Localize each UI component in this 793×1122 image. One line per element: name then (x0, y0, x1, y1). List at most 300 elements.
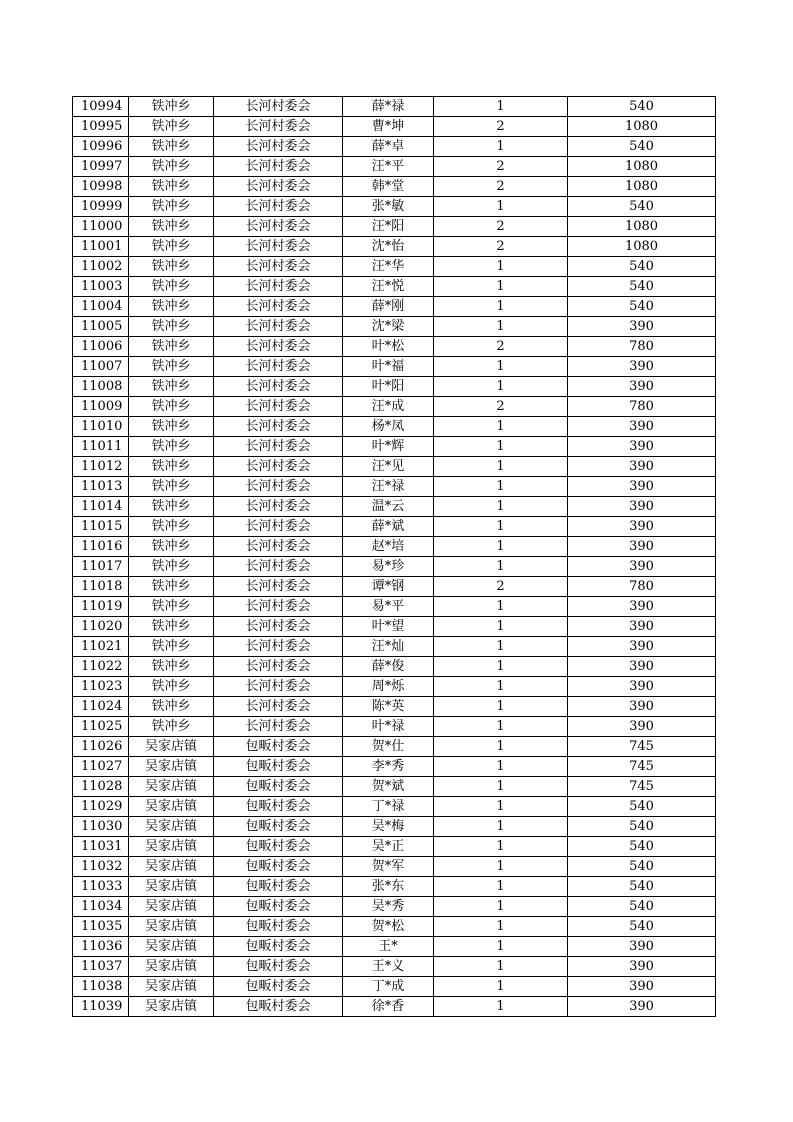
township-cell: 铁冲乡 (129, 537, 214, 557)
amount-cell: 1080 (568, 117, 716, 137)
household-count-cell: 2 (434, 217, 568, 237)
amount-cell: 390 (568, 457, 716, 477)
record-number-cell: 11038 (73, 977, 129, 997)
amount-cell: 390 (568, 537, 716, 557)
amount-cell: 390 (568, 957, 716, 977)
village-committee-cell: 包畈村委会 (214, 937, 343, 957)
township-cell: 铁冲乡 (129, 717, 214, 737)
table-row (73, 177, 716, 197)
amount-cell: 540 (568, 97, 716, 117)
township-cell: 铁冲乡 (129, 117, 214, 137)
township-cell: 铁冲乡 (129, 97, 214, 117)
village-committee-cell: 包畈村委会 (214, 777, 343, 797)
household-count-cell: 2 (434, 337, 568, 357)
record-number-cell: 11023 (73, 677, 129, 697)
township-cell: 铁冲乡 (129, 677, 214, 697)
table-row (73, 397, 716, 417)
table-row (73, 117, 716, 137)
table-row (73, 277, 716, 297)
household-count-cell: 1 (434, 677, 568, 697)
village-committee-cell: 包畈村委会 (214, 977, 343, 997)
table-row (73, 457, 716, 477)
amount-cell: 540 (568, 797, 716, 817)
amount-cell: 390 (568, 357, 716, 377)
person-name-cell: 汪*平 (343, 157, 434, 177)
record-number-cell: 11018 (73, 577, 129, 597)
record-number-cell: 11032 (73, 857, 129, 877)
village-committee-cell: 长河村委会 (214, 437, 343, 457)
record-number-cell: 10994 (73, 97, 129, 117)
amount-cell: 780 (568, 397, 716, 417)
township-cell: 吴家店镇 (129, 777, 214, 797)
table-row (73, 477, 716, 497)
village-committee-cell: 长河村委会 (214, 517, 343, 537)
table-row (73, 157, 716, 177)
table-row (73, 897, 716, 917)
record-number-cell: 11001 (73, 237, 129, 257)
record-number-cell: 11024 (73, 697, 129, 717)
village-committee-cell: 包畈村委会 (214, 797, 343, 817)
person-name-cell: 李*秀 (343, 757, 434, 777)
person-name-cell: 丁*成 (343, 977, 434, 997)
table-row (73, 137, 716, 157)
township-cell: 铁冲乡 (129, 317, 214, 337)
village-committee-cell: 长河村委会 (214, 377, 343, 397)
household-count-cell: 2 (434, 397, 568, 417)
record-number-cell: 11020 (73, 617, 129, 637)
record-number-cell: 11013 (73, 477, 129, 497)
household-count-cell: 1 (434, 477, 568, 497)
person-name-cell: 易*平 (343, 597, 434, 617)
record-number-cell: 11000 (73, 217, 129, 237)
record-number-cell: 11014 (73, 497, 129, 517)
village-committee-cell: 长河村委会 (214, 137, 343, 157)
household-count-cell: 1 (434, 857, 568, 877)
amount-cell: 390 (568, 717, 716, 737)
record-number-cell: 11004 (73, 297, 129, 317)
person-name-cell: 贺*仕 (343, 737, 434, 757)
township-cell: 铁冲乡 (129, 697, 214, 717)
person-name-cell: 徐*香 (343, 997, 434, 1017)
table-row (73, 817, 716, 837)
person-name-cell: 王* (343, 937, 434, 957)
record-number-cell: 11027 (73, 757, 129, 777)
township-cell: 铁冲乡 (129, 197, 214, 217)
township-cell: 铁冲乡 (129, 657, 214, 677)
household-count-cell: 1 (434, 437, 568, 457)
record-number-cell: 11011 (73, 437, 129, 457)
household-count-cell: 1 (434, 197, 568, 217)
person-name-cell: 杨*凤 (343, 417, 434, 437)
village-committee-cell: 长河村委会 (214, 597, 343, 617)
person-name-cell: 汪*悦 (343, 277, 434, 297)
amount-cell: 390 (568, 937, 716, 957)
amount-cell: 540 (568, 817, 716, 837)
village-committee-cell: 长河村委会 (214, 97, 343, 117)
household-count-cell: 1 (434, 357, 568, 377)
amount-cell: 540 (568, 277, 716, 297)
village-committee-cell: 长河村委会 (214, 237, 343, 257)
village-committee-cell: 长河村委会 (214, 177, 343, 197)
amount-cell: 390 (568, 997, 716, 1017)
table-row (73, 597, 716, 617)
household-count-cell: 1 (434, 997, 568, 1017)
household-count-cell: 1 (434, 597, 568, 617)
amount-cell: 745 (568, 737, 716, 757)
household-count-cell: 1 (434, 797, 568, 817)
person-name-cell: 沈*梁 (343, 317, 434, 337)
amount-cell: 745 (568, 777, 716, 797)
table-row (73, 97, 716, 117)
record-number-cell: 11025 (73, 717, 129, 737)
village-committee-cell: 长河村委会 (214, 457, 343, 477)
table-row (73, 317, 716, 337)
table-row (73, 497, 716, 517)
table-row (73, 257, 716, 277)
amount-cell: 390 (568, 657, 716, 677)
table-row (73, 437, 716, 457)
household-count-cell: 1 (434, 517, 568, 537)
record-number-cell: 11026 (73, 737, 129, 757)
person-name-cell: 周*烁 (343, 677, 434, 697)
amount-cell: 540 (568, 197, 716, 217)
household-count-cell: 1 (434, 657, 568, 677)
record-number-cell: 11016 (73, 537, 129, 557)
table-row (73, 577, 716, 597)
village-committee-cell: 长河村委会 (214, 617, 343, 637)
village-committee-cell: 包畈村委会 (214, 757, 343, 777)
person-name-cell: 韩*堂 (343, 177, 434, 197)
person-name-cell: 汪*灿 (343, 637, 434, 657)
village-committee-cell: 长河村委会 (214, 577, 343, 597)
table-row (73, 637, 716, 657)
person-name-cell: 薛*俊 (343, 657, 434, 677)
table-row (73, 297, 716, 317)
person-name-cell: 贺*军 (343, 857, 434, 877)
person-name-cell: 叶*望 (343, 617, 434, 637)
township-cell: 铁冲乡 (129, 377, 214, 397)
amount-cell: 390 (568, 597, 716, 617)
amount-cell: 1080 (568, 157, 716, 177)
table-row (73, 517, 716, 537)
amount-cell: 540 (568, 297, 716, 317)
record-number-cell: 11012 (73, 457, 129, 477)
village-committee-cell: 长河村委会 (214, 497, 343, 517)
township-cell: 吴家店镇 (129, 877, 214, 897)
village-committee-cell: 包畈村委会 (214, 897, 343, 917)
village-committee-cell: 长河村委会 (214, 217, 343, 237)
village-committee-cell: 包畈村委会 (214, 737, 343, 757)
person-name-cell: 贺*松 (343, 917, 434, 937)
table-row (73, 337, 716, 357)
household-count-cell: 1 (434, 637, 568, 657)
person-name-cell: 曹*坤 (343, 117, 434, 137)
township-cell: 吴家店镇 (129, 817, 214, 837)
household-count-cell: 1 (434, 717, 568, 737)
village-committee-cell: 长河村委会 (214, 477, 343, 497)
person-name-cell: 王*义 (343, 957, 434, 977)
person-name-cell: 汪*见 (343, 457, 434, 477)
village-committee-cell: 包畈村委会 (214, 837, 343, 857)
village-committee-cell: 长河村委会 (214, 657, 343, 677)
household-count-cell: 2 (434, 117, 568, 137)
table-row (73, 957, 716, 977)
record-number-cell: 11017 (73, 557, 129, 577)
record-number-cell: 10995 (73, 117, 129, 137)
village-committee-cell: 长河村委会 (214, 317, 343, 337)
amount-cell: 1080 (568, 177, 716, 197)
village-committee-cell: 长河村委会 (214, 397, 343, 417)
table-row (73, 777, 716, 797)
amount-cell: 390 (568, 557, 716, 577)
amount-cell: 390 (568, 617, 716, 637)
village-committee-cell: 长河村委会 (214, 337, 343, 357)
table-row (73, 757, 716, 777)
person-name-cell: 薛*刚 (343, 297, 434, 317)
village-committee-cell: 长河村委会 (214, 117, 343, 137)
record-number-cell: 11031 (73, 837, 129, 857)
record-number-cell: 11002 (73, 257, 129, 277)
household-count-cell: 1 (434, 257, 568, 277)
village-committee-cell: 包畈村委会 (214, 877, 343, 897)
person-name-cell: 薛*禄 (343, 97, 434, 117)
village-committee-cell: 长河村委会 (214, 677, 343, 697)
township-cell: 铁冲乡 (129, 557, 214, 577)
amount-cell: 540 (568, 257, 716, 277)
person-name-cell: 吴*梅 (343, 817, 434, 837)
household-count-cell: 1 (434, 297, 568, 317)
amount-cell: 540 (568, 857, 716, 877)
household-count-cell: 2 (434, 237, 568, 257)
village-committee-cell: 长河村委会 (214, 197, 343, 217)
table-row (73, 977, 716, 997)
table-row (73, 357, 716, 377)
township-cell: 吴家店镇 (129, 797, 214, 817)
household-count-cell: 2 (434, 177, 568, 197)
village-committee-cell: 长河村委会 (214, 277, 343, 297)
person-name-cell: 谭*钢 (343, 577, 434, 597)
record-number-cell: 10999 (73, 197, 129, 217)
table-row (73, 417, 716, 437)
household-count-cell: 1 (434, 97, 568, 117)
person-name-cell: 陈*英 (343, 697, 434, 717)
township-cell: 铁冲乡 (129, 277, 214, 297)
table-row (73, 617, 716, 637)
amount-cell: 390 (568, 697, 716, 717)
township-cell: 铁冲乡 (129, 357, 214, 377)
table-row (73, 937, 716, 957)
amount-cell: 540 (568, 837, 716, 857)
household-count-cell: 1 (434, 537, 568, 557)
household-count-cell: 1 (434, 897, 568, 917)
township-cell: 铁冲乡 (129, 477, 214, 497)
record-number-cell: 11010 (73, 417, 129, 437)
household-count-cell: 1 (434, 917, 568, 937)
township-cell: 铁冲乡 (129, 157, 214, 177)
person-name-cell: 薛*斌 (343, 517, 434, 537)
person-name-cell: 汪*成 (343, 397, 434, 417)
record-number-cell: 11015 (73, 517, 129, 537)
household-count-cell: 1 (434, 737, 568, 757)
table-row (73, 857, 716, 877)
township-cell: 铁冲乡 (129, 417, 214, 437)
person-name-cell: 吴*正 (343, 837, 434, 857)
township-cell: 铁冲乡 (129, 457, 214, 477)
amount-cell: 1080 (568, 237, 716, 257)
amount-cell: 390 (568, 317, 716, 337)
township-cell: 铁冲乡 (129, 337, 214, 357)
table-row (73, 997, 716, 1017)
household-count-cell: 1 (434, 457, 568, 477)
record-number-cell: 10998 (73, 177, 129, 197)
household-count-cell: 1 (434, 557, 568, 577)
village-committee-cell: 包畈村委会 (214, 917, 343, 937)
township-cell: 铁冲乡 (129, 577, 214, 597)
household-count-cell: 2 (434, 157, 568, 177)
township-cell: 铁冲乡 (129, 137, 214, 157)
household-count-cell: 1 (434, 937, 568, 957)
township-cell: 铁冲乡 (129, 497, 214, 517)
township-cell: 铁冲乡 (129, 637, 214, 657)
township-cell: 吴家店镇 (129, 857, 214, 877)
village-committee-cell: 长河村委会 (214, 717, 343, 737)
table-row (73, 217, 716, 237)
person-name-cell: 汪*阳 (343, 217, 434, 237)
household-count-cell: 1 (434, 777, 568, 797)
township-cell: 吴家店镇 (129, 737, 214, 757)
household-count-cell: 1 (434, 277, 568, 297)
household-count-cell: 1 (434, 377, 568, 397)
household-count-cell: 1 (434, 957, 568, 977)
person-name-cell: 张*敏 (343, 197, 434, 217)
township-cell: 吴家店镇 (129, 757, 214, 777)
person-name-cell: 沈*怡 (343, 237, 434, 257)
household-count-cell: 1 (434, 877, 568, 897)
record-number-cell: 11009 (73, 397, 129, 417)
person-name-cell: 温*云 (343, 497, 434, 517)
person-name-cell: 易*珍 (343, 557, 434, 577)
village-committee-cell: 包畈村委会 (214, 817, 343, 837)
record-number-cell: 11037 (73, 957, 129, 977)
record-number-cell: 11039 (73, 997, 129, 1017)
person-name-cell: 叶*禄 (343, 717, 434, 737)
person-name-cell: 薛*卓 (343, 137, 434, 157)
record-number-cell: 11006 (73, 337, 129, 357)
village-committee-cell: 长河村委会 (214, 417, 343, 437)
township-cell: 铁冲乡 (129, 217, 214, 237)
table-row (73, 677, 716, 697)
township-cell: 铁冲乡 (129, 237, 214, 257)
household-count-cell: 1 (434, 757, 568, 777)
amount-cell: 390 (568, 497, 716, 517)
household-count-cell: 1 (434, 137, 568, 157)
township-cell: 铁冲乡 (129, 437, 214, 457)
amount-cell: 390 (568, 977, 716, 997)
person-name-cell: 汪*华 (343, 257, 434, 277)
record-number-cell: 11022 (73, 657, 129, 677)
village-committee-cell: 长河村委会 (214, 697, 343, 717)
person-name-cell: 叶*辉 (343, 437, 434, 457)
amount-cell: 390 (568, 677, 716, 697)
amount-cell: 390 (568, 637, 716, 657)
person-name-cell: 汪*禄 (343, 477, 434, 497)
amount-cell: 1080 (568, 217, 716, 237)
amount-cell: 540 (568, 897, 716, 917)
person-name-cell: 叶*福 (343, 357, 434, 377)
village-committee-cell: 长河村委会 (214, 157, 343, 177)
amount-cell: 540 (568, 137, 716, 157)
household-count-cell: 1 (434, 497, 568, 517)
amount-cell: 390 (568, 437, 716, 457)
village-committee-cell: 长河村委会 (214, 637, 343, 657)
township-cell: 铁冲乡 (129, 177, 214, 197)
amount-cell: 780 (568, 577, 716, 597)
record-number-cell: 11007 (73, 357, 129, 377)
table-row (73, 537, 716, 557)
township-cell: 铁冲乡 (129, 617, 214, 637)
township-cell: 铁冲乡 (129, 517, 214, 537)
person-name-cell: 叶*阳 (343, 377, 434, 397)
village-committee-cell: 长河村委会 (214, 297, 343, 317)
person-name-cell: 贺*斌 (343, 777, 434, 797)
table-row (73, 717, 716, 737)
amount-cell: 540 (568, 917, 716, 937)
table-row (73, 797, 716, 817)
person-name-cell: 张*东 (343, 877, 434, 897)
person-name-cell: 丁*禄 (343, 797, 434, 817)
person-name-cell: 叶*松 (343, 337, 434, 357)
table-row (73, 557, 716, 577)
household-count-cell: 1 (434, 317, 568, 337)
table-row (73, 657, 716, 677)
record-number-cell: 11008 (73, 377, 129, 397)
record-number-cell: 11036 (73, 937, 129, 957)
village-committee-cell: 包畈村委会 (214, 997, 343, 1017)
township-cell: 铁冲乡 (129, 257, 214, 277)
person-name-cell: 赵*培 (343, 537, 434, 557)
household-count-cell: 1 (434, 617, 568, 637)
amount-cell: 390 (568, 477, 716, 497)
amount-cell: 390 (568, 377, 716, 397)
record-number-cell: 11033 (73, 877, 129, 897)
data-table (72, 96, 716, 1017)
record-number-cell: 11019 (73, 597, 129, 617)
table-row (73, 237, 716, 257)
household-count-cell: 1 (434, 977, 568, 997)
township-cell: 吴家店镇 (129, 957, 214, 977)
record-number-cell: 11005 (73, 317, 129, 337)
person-name-cell: 吴*秀 (343, 897, 434, 917)
township-cell: 吴家店镇 (129, 897, 214, 917)
table-body (73, 97, 716, 1017)
household-count-cell: 1 (434, 837, 568, 857)
table-row (73, 697, 716, 717)
amount-cell: 390 (568, 417, 716, 437)
household-count-cell: 1 (434, 697, 568, 717)
record-number-cell: 11021 (73, 637, 129, 657)
record-number-cell: 10997 (73, 157, 129, 177)
record-number-cell: 11034 (73, 897, 129, 917)
village-committee-cell: 长河村委会 (214, 257, 343, 277)
table-row (73, 877, 716, 897)
village-committee-cell: 长河村委会 (214, 357, 343, 377)
township-cell: 吴家店镇 (129, 977, 214, 997)
village-committee-cell: 长河村委会 (214, 557, 343, 577)
township-cell: 铁冲乡 (129, 297, 214, 317)
township-cell: 吴家店镇 (129, 997, 214, 1017)
record-number-cell: 11029 (73, 797, 129, 817)
amount-cell: 780 (568, 337, 716, 357)
